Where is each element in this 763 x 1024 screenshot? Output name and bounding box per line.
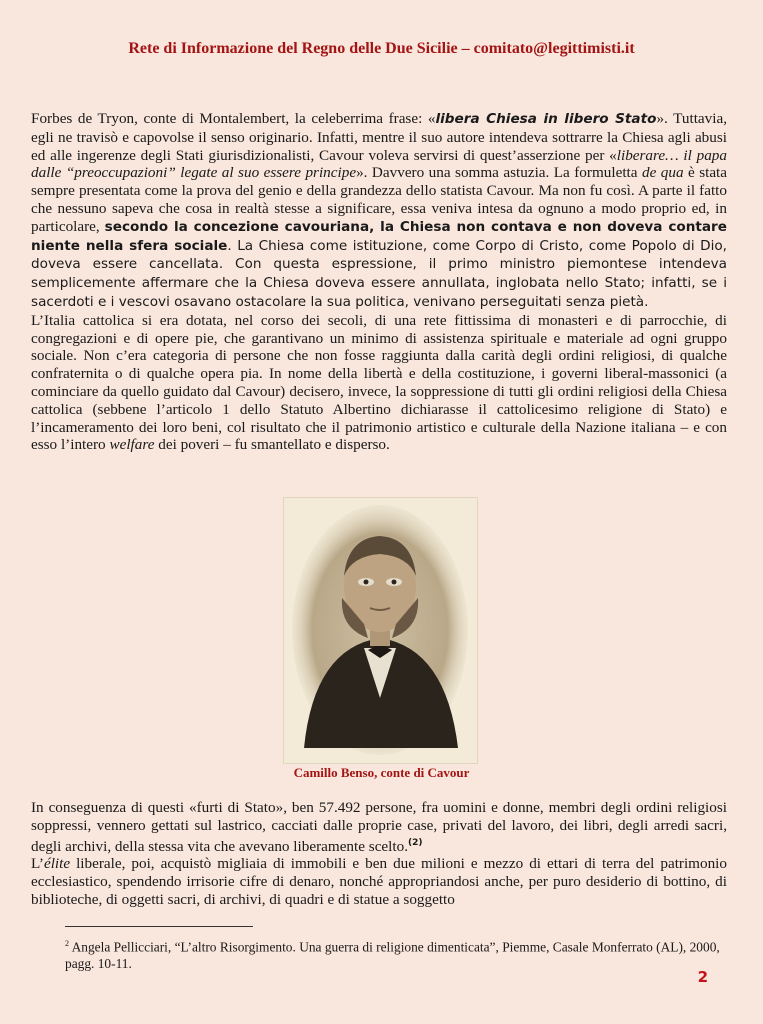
paragraph-elite-liberale: L’élite liberale, poi, acquistò migliaia di immobili e ben due milioni e mezzo di ettari di terra del patrimonio ecclesiastico, spendendo irrisorie cifre di denaro, nonché appropriandosi anche, per puro desiderio di bottino, di biblioteche, di oggetti sacri, di archivi, di quadri e di statue a soggetto (31, 855, 727, 909)
page-number: 2 (697, 968, 708, 986)
footnote-mark: 2 (65, 939, 69, 948)
quote-liberare-papa: liberare… il papa dalle “preoccupazioni” legate al suo essere principe (31, 146, 727, 182)
paragraph-montalembert: Forbes de Tryon, conte di Montalembert, la celeberrima frase: «libera Chiesa in libero Stato». Tuttavia, egli ne travisò e capovolse il senso originario. Infatti, mentre il suo autore intendeva sottrarre la Chiesa agli abusi ed alle ingerenze degli Stati giurisdizionalisti, Cavour voleva servirsi di quest’asserzione per «liberare… il papa dalle “preoccupazioni” legate al suo essere principe». Davvero una somma astuzia. La formuletta de qua è stata sempre presentata come la prova del genio e della grandezza dello statista Cavour. Ma non fu così. A parte il fatto che nessuno sapeva che cosa in realtà stesse a significare, essa veniva intesa da ognuno a modo proprio ed, in particolare, secondo la concezione cavouriana, la Chiesa non contava e non doveva contare niente nella sfera sociale. La Chiesa come istituzione, come Corpo di Cristo, come Popolo di Dio, doveva essere cancellata. Con questa espressione, il primo ministro piemontese intendeva semplicemente affermare che la Chiesa doveva essere annullata, inglobata nello Stato; infatti, se i sacerdoti e i vescovi osavano ostacolare la sua politica, venivano perseguitati senza pietà. (31, 110, 728, 310)
portrait-caption: Camillo Benso, conte di Cavour (293, 765, 470, 780)
main-text-block-2 (31, 799, 727, 909)
footnote-reference: (2) (408, 837, 423, 848)
footnote-divider (65, 926, 253, 927)
emphasis-cavourian-concept: secondo la concezione cavouriana, la Chiesa non contava e non doveva contare niente nella sfera sociale (31, 218, 727, 254)
footnote-text: Angela Pellicciari, “L’altro Risorgimento. Una guerra di religione dimenticata”, Piemme, Casale Monferrato (AL), 2000, pagg. 10-11. (65, 939, 720, 972)
paragraph-furti-di-stato: In conseguenza di questi «furti di Stato», ben 57.492 persone, fra uomini e donne, membri degli ordini religiosi soppressi, vennero gettati sul lastrico, cacciati dalle proprie case, privati del lavoro, dei libri, degli arredi sacri, degli archivi, della stessa vita che avevano liberamente scelto.$^{(2)}$ (31, 799, 727, 855)
paragraph-italia-cattolica: L’Italia cattolica si era dotata, nel corso dei secoli, di una rete fittissima di monasteri e di parrocchie, di congregazioni e di opere pie, che garantivano un minimo di assistenza spirituale e materiale ad ogni gruppo sociale. Non c’era categoria di persone che non fosse raggiunta dalla carità degli ordini religiosi, di qualche confraternita o di qualche opera pia. In nome della libertà e della costituzione, i governi liberal-massonici (a cominciare da quello guidato dal Cavour) decisero, invece, la soppressione di tutti gli ordini religiosi della Chiesa cattolica (sebbene l’articolo 1 dello Statuto Albertino dichiarasse il cattolicesimo religione di Stato) e l’incameramento dei loro beni, col risultato che il patrimonio artistico e culturale della Nazione italiana – e con esso l’intero welfare dei poveri – fu smantellato e disperso. (31, 311, 727, 454)
main-text-block (31, 110, 727, 454)
page-header: Rete di Informazione del Regno delle Due Sicilie – comitato@legittimisti.it (128, 40, 635, 57)
cavour-portrait-image (284, 498, 477, 763)
quote-libera-chiesa: libera Chiesa in libero Stato (435, 111, 657, 127)
footnote (65, 935, 725, 972)
portrait-photo (283, 497, 478, 764)
